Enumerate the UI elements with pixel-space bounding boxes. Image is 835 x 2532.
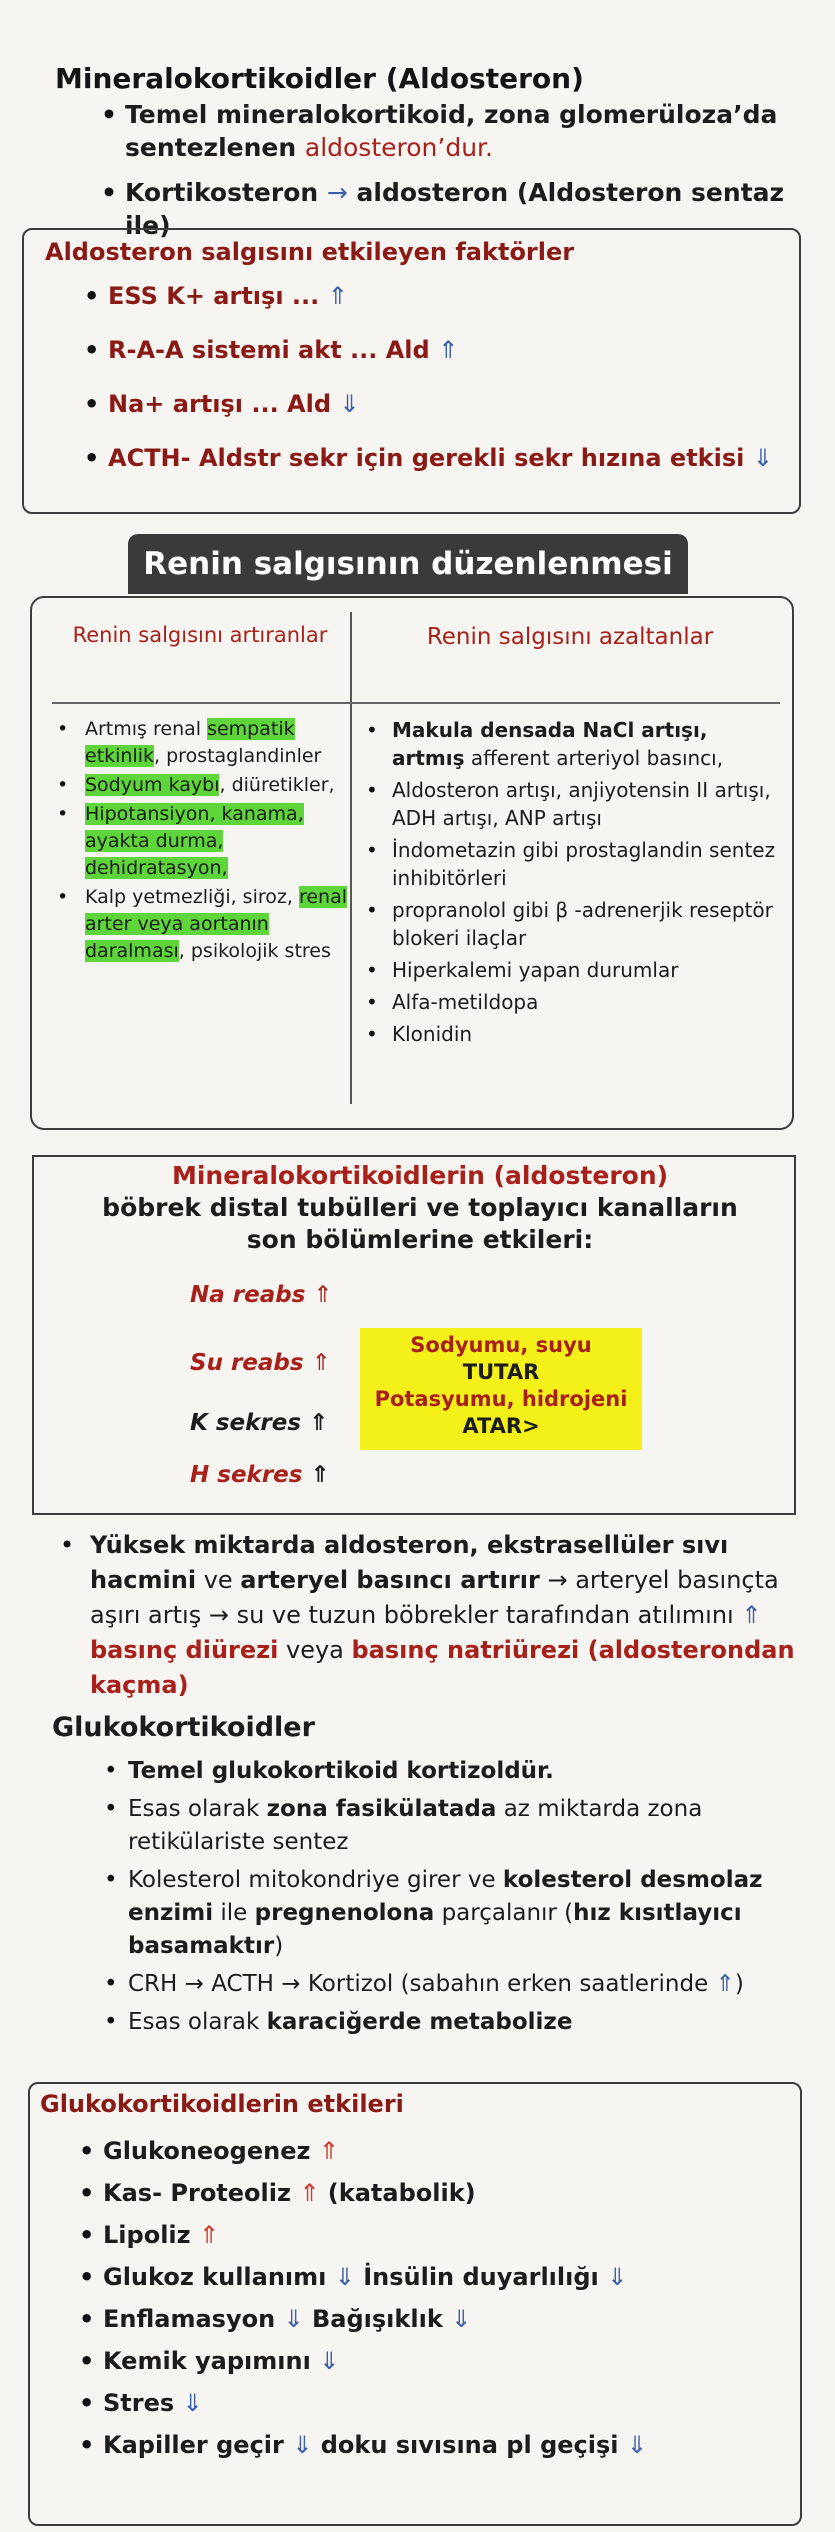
highlight: sempatik etkinlik — [85, 718, 295, 767]
list-item: • Kemik yapımını ⇓ — [103, 2340, 793, 2382]
renin-increase-list — [85, 716, 350, 967]
up-arrow-icon: ⇑ — [309, 1410, 329, 1436]
aldosteron-kidney-effects-title: Mineralokortikoidlerin (aldosteron) böbrek distal tubülleri ve toplayıcı kanalların son bölümlerine etkileri: — [102, 1161, 738, 1254]
list-item: • Makula densada NaCl artışı, artmış afferent arteriyol basıncı, — [392, 716, 782, 772]
list-item: • Yüksek miktarda aldosteron, ekstrasellüler sıvı hacmini ve arteryel basıncı artırır → arteryel basınçta aşırı artış → su ve tuzun böbrekler tarafından atılımını ⇑ basınç diürezi veya basınç natriürezi (aldosterondan kaçma) — [90, 1528, 800, 1703]
list-item: • Stres ⇓ — [103, 2382, 793, 2424]
list-item: • Temel glukokortikoid kortizoldür. — [128, 1755, 800, 1788]
list-item: • Temel mineralokortikoid, zona glomerüloza’da sentezlenen aldosteron’dur. — [125, 98, 805, 164]
list-item: • Glukoz kullanımı ⇓ İnsülin duyarlılığı ⇓ — [103, 2256, 793, 2298]
list-item: • propranolol gibi β -adrenerjik reseptör blokeri ilaçlar — [392, 896, 782, 952]
list-item: • Kapiller geçir ⇓ doku sıvısına pl geçişi ⇓ — [103, 2424, 793, 2466]
highlight: Sodyum kaybı — [85, 774, 220, 796]
list-item: • Esas olarak karaciğerde metabolize — [128, 2006, 800, 2039]
up-arrow-icon: ⇑ — [311, 1350, 331, 1376]
right-arrow-icon: → — [326, 178, 348, 207]
renin-decrease-list — [392, 716, 782, 1052]
down-arrow-icon: ⇓ — [334, 2263, 355, 2291]
list-item: • Kolesterol mitokondriye girer ve kolesterol desmolaz enzimi ile pregnenolona parçalanır (hız kısıtlayıcı basamaktır) — [128, 1864, 800, 1963]
list-item: • Artmış renal sempatik etkinlik, prostaglandinler — [85, 716, 350, 770]
down-arrow-icon: ⇓ — [451, 2305, 472, 2333]
list-item: • İndometazin gibi prostaglandin sentez inhibitörleri — [392, 836, 782, 892]
list-item: • Hiperkalemi yapan durumlar — [392, 956, 782, 984]
up-arrow-icon: ⇑ — [327, 282, 348, 310]
list-item: • Glukoneogenez ⇑ — [103, 2130, 793, 2172]
tutar-atar-box: Sodyumu, suyu TUTAR Potasyumu, hidrojeni ATAR> — [360, 1328, 642, 1450]
down-arrow-icon: ⇓ — [607, 2263, 628, 2291]
down-arrow-icon: ⇓ — [626, 2431, 647, 2459]
list-item: • Klonidin — [392, 1020, 782, 1048]
highlight: Hipotansiyon, kanama, ayakta durma, dehidratasyon, — [85, 803, 304, 879]
table-divider — [52, 702, 780, 704]
table-divider — [350, 612, 352, 1104]
down-arrow-icon: ⇓ — [292, 2431, 313, 2459]
up-arrow-icon: ⇑ — [310, 1462, 330, 1488]
highlight: renal arter veya aortanın daralması — [85, 886, 347, 962]
list-item: • Alfa-metildopa — [392, 988, 782, 1016]
list-item: • Enflamasyon ⇓ Bağışıklık ⇓ — [103, 2298, 793, 2340]
up-arrow-icon: ⇑ — [313, 1282, 333, 1308]
glukokortikoid-list — [128, 1755, 800, 2044]
up-arrow-icon: ⇑ — [299, 2179, 320, 2207]
down-arrow-icon: ⇓ — [319, 2347, 340, 2375]
up-arrow-icon: ⇑ — [438, 336, 459, 364]
column-header-azaltanlar: Renin salgısını azaltanlar — [426, 624, 714, 650]
down-arrow-icon: ⇓ — [182, 2389, 203, 2417]
list-item: • Kas- Proteoliz ⇑ (katabolik) — [103, 2172, 793, 2214]
list-item: • ESS K+ artışı ... ⇑ — [108, 282, 788, 336]
list-item: • CRH → ACTH → Kortizol (sabahın erken saatlerinde ⇑) — [128, 1968, 800, 2001]
list-item: • Sodyum kaybı, diüretikler, — [85, 772, 350, 799]
up-arrow-icon: ⇑ — [741, 1601, 762, 1629]
effect-h-sekres: H sekres ⇑ — [190, 1462, 330, 1488]
effect-na-reabs: Na reabs ⇑ — [190, 1282, 333, 1308]
list-item: • ACTH- Aldstr sekr için gerekli sekr hızına etkisi ⇓ — [108, 444, 788, 498]
aldosteron-note — [90, 1528, 800, 1703]
list-item: • Na+ artışı ... Ald ⇓ — [108, 390, 788, 444]
list-item: • Lipoliz ⇑ — [103, 2214, 793, 2256]
list-item: • Aldosteron artışı, anjiyotensin II artışı, ADH artışı, ANP artışı — [392, 776, 782, 832]
effect-su-reabs: Su reabs ⇑ — [190, 1350, 331, 1376]
effect-k-sekres: K sekres ⇑ — [190, 1410, 329, 1436]
column-header-artiranlar: Renin salgısını artıranlar — [72, 623, 328, 647]
mineralokortikoid-title: Mineralokortikoidler (Aldosteron) — [55, 62, 584, 95]
down-arrow-icon: ⇓ — [339, 390, 360, 418]
list-item: • Esas olarak zona fasikülatada az miktarda zona retikülariste sentez — [128, 1793, 800, 1859]
glukokortikoid-effects-title: Glukokortikoidlerin etkileri — [40, 2090, 404, 2118]
glukokortikoid-title: Glukokortikoidler — [52, 1712, 315, 1743]
aldosteron-highlight: aldosteron’dur. — [304, 133, 493, 162]
up-arrow-icon: ⇑ — [198, 2221, 220, 2249]
down-arrow-icon: ⇓ — [752, 444, 773, 472]
list-item — [85, 801, 350, 882]
up-arrow-icon: ⇑ — [715, 1971, 735, 1997]
list-item: • Kalp yetmezliği, siroz, renal arter veya aortanın daralması, psikolojik stres — [85, 884, 350, 965]
list-item: • Kortikosteron → aldosteron (Aldosteron sentaz ile) — [125, 176, 805, 242]
aldosteron-factors-list — [108, 282, 788, 498]
renin-header: Renin salgısının düzenlenmesi — [128, 534, 688, 594]
down-arrow-icon: ⇓ — [283, 2305, 304, 2333]
aldosteron-factors-title: Aldosteron salgısını etkileyen faktörler — [45, 238, 575, 266]
glukokortikoid-effects-list — [103, 2130, 793, 2466]
up-arrow-icon: ⇑ — [318, 2137, 339, 2165]
list-item: • R-A-A sistemi akt ... Ald ⇑ — [108, 336, 788, 390]
